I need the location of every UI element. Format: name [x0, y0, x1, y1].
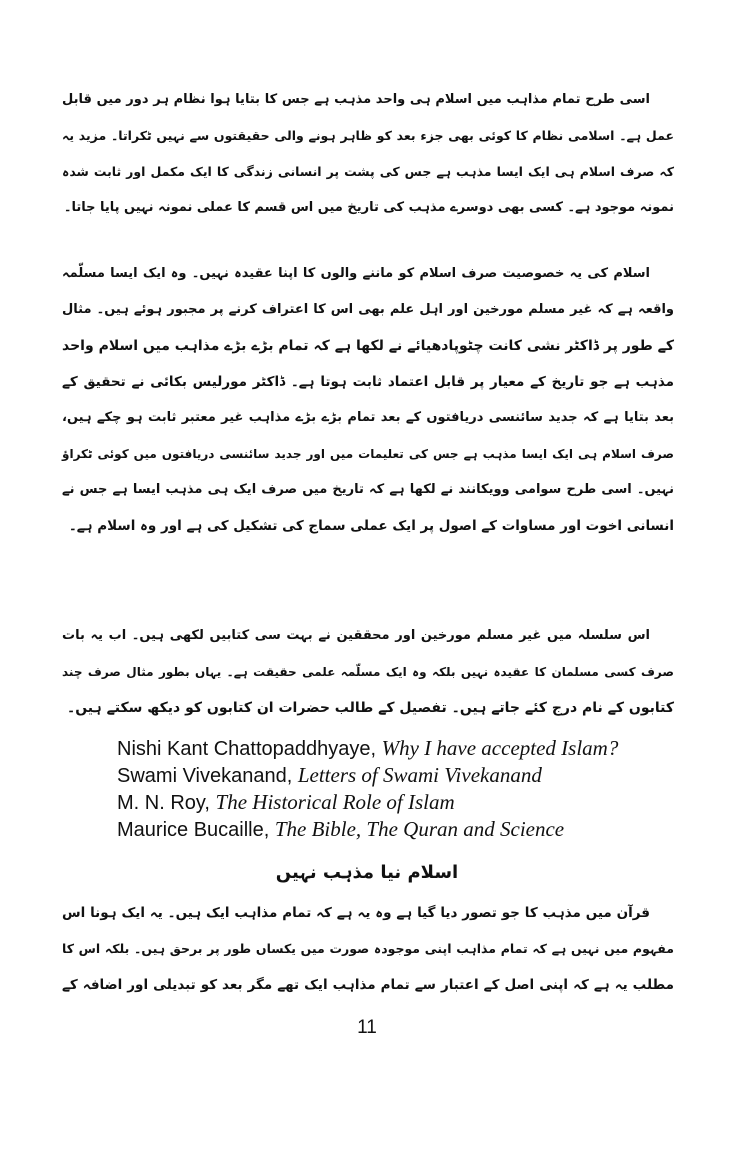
text-line: نمونہ موجود ہے۔ کسی بھی دوسرے مذہب کی تاریخ میں اس قسم کا عملی نمونہ نہیں پایا جاتا۔ — [63, 200, 674, 215]
text-line: کتابوں کے نام درج کئے جاتے ہیں۔ تفصیل کے طالب حضرات ان کتابوں کو دیکھ سکتے ہیں۔ — [67, 700, 674, 716]
page-number: 11 — [357, 1017, 377, 1038]
reference-item — [117, 789, 455, 817]
text-line: مفہوم میں نہیں ہے کہ تمام مذاہب اپنی موجودہ صورت میں یکساں طور پر برحق ہیں۔ بلکہ اس کا — [62, 941, 674, 956]
text-line: عمل ہے۔ اسلامی نظام کا کوئی بھی جزء بعد کو ظاہر ہونے والی حقیقتوں سے نہیں ٹکراتا۔ مزید یہ — [62, 128, 674, 143]
text-line: کے طور پر ڈاکٹر نشی کانت چٹوپادھیائے نے لکھا ہے کہ تمام بڑے بڑے مذاہب میں اسلام واحد — [62, 338, 674, 354]
text-line: کہ صرف اسلام ہی ایک ایسا مذہب ہے جس کی پشت پر انسانی زندگی کا ایک مکمل اور ثابت شدہ — [62, 164, 674, 179]
reference-author: M. N. Roy, — [117, 792, 216, 814]
section-heading: اسلام نیا مذہب نہیں — [275, 862, 459, 883]
reference-item — [117, 816, 564, 844]
reference-author: Nishi Kant Chattopaddhyaye, — [117, 738, 382, 760]
reference-title: Why I have accepted Islam? — [381, 736, 619, 760]
text-line: اسی طرح تمام مذاہب میں اسلام ہی واحد مذہب ہے جس کا بتایا ہوا نظام ہر دور میں قابل — [62, 92, 650, 107]
reference-title: The Bible, The Quran and Science — [274, 817, 565, 841]
reference-title: Letters of Swami Vivekanand — [297, 763, 542, 787]
text-line: صرف کسی مسلمان کا عقیدہ نہیں بلکہ وہ ایک مسلّمہ علمی حقیقت ہے۔ یہاں بطور مثال صرف چند — [62, 665, 674, 679]
text-line: مذہب ہے جو تاریخ کے معیار پر قابل اعتماد ثابت ہوتا ہے۔ ڈاکٹر مورلیس بکائی نے تحقیق کے — [62, 374, 674, 390]
text-line: اسلام کی یہ خصوصیت صرف اسلام کو ماننے والوں کا اپنا عقیدہ نہیں۔ وہ ایک ایسا مسلّمہ — [62, 266, 650, 281]
text-line: اس سلسلہ میں غیر مسلم مورخین اور محققین نے بہت سی کتابیں لکھی ہیں۔ اب یہ بات — [62, 628, 650, 643]
reference-title: The Historical Role of Islam — [215, 790, 455, 814]
text-line: واقعہ ہے کہ غیر مسلم مورخین اور اہل علم بھی اس کا اعتراف کرنے پر مجبور ہوئے ہیں۔ مثال — [62, 302, 674, 317]
text-line: انسانی اخوت اور مساوات کے اصول پر ایک عملی سماج کی تشکیل کی ہے اور وہ اسلام ہے۔ — [68, 518, 674, 534]
reference-item — [117, 762, 542, 790]
text-line: قرآن میں مذہب کا جو تصور دیا گیا ہے وہ یہ ہے کہ تمام مذاہب ایک ہیں۔ یہ ایک ہونا اس — [62, 905, 650, 921]
reference-author: Maurice Bucaille, — [117, 819, 275, 841]
reference-author: Swami Vivekanand, — [117, 765, 298, 787]
reference-item — [117, 735, 618, 763]
text-line: مطلب یہ ہے کہ اپنی اصل کے اعتبار سے تمام مذاہب ایک تھے مگر بعد کو تبدیلی اور اضافہ کے — [62, 977, 674, 993]
text-line: نہیں۔ اسی طرح سوامی وویکانند نے لکھا ہے کہ تاریخ میں صرف ایک ہی مذہب ایسا ہے جس نے — [62, 482, 674, 497]
text-line: صرف اسلام ہی ایک ایسا مذہب ہے جس کی تعلیمات میں اور جدید سائنسی دریافتوں میں کوئی ٹکراؤ — [62, 447, 674, 461]
text-line: بعد بتایا ہے کہ جدید سائنسی دریافتوں کے بعد تمام بڑے بڑے مذاہب غیر معتبر ثابت ہو چکے ہیں، — [62, 410, 674, 425]
